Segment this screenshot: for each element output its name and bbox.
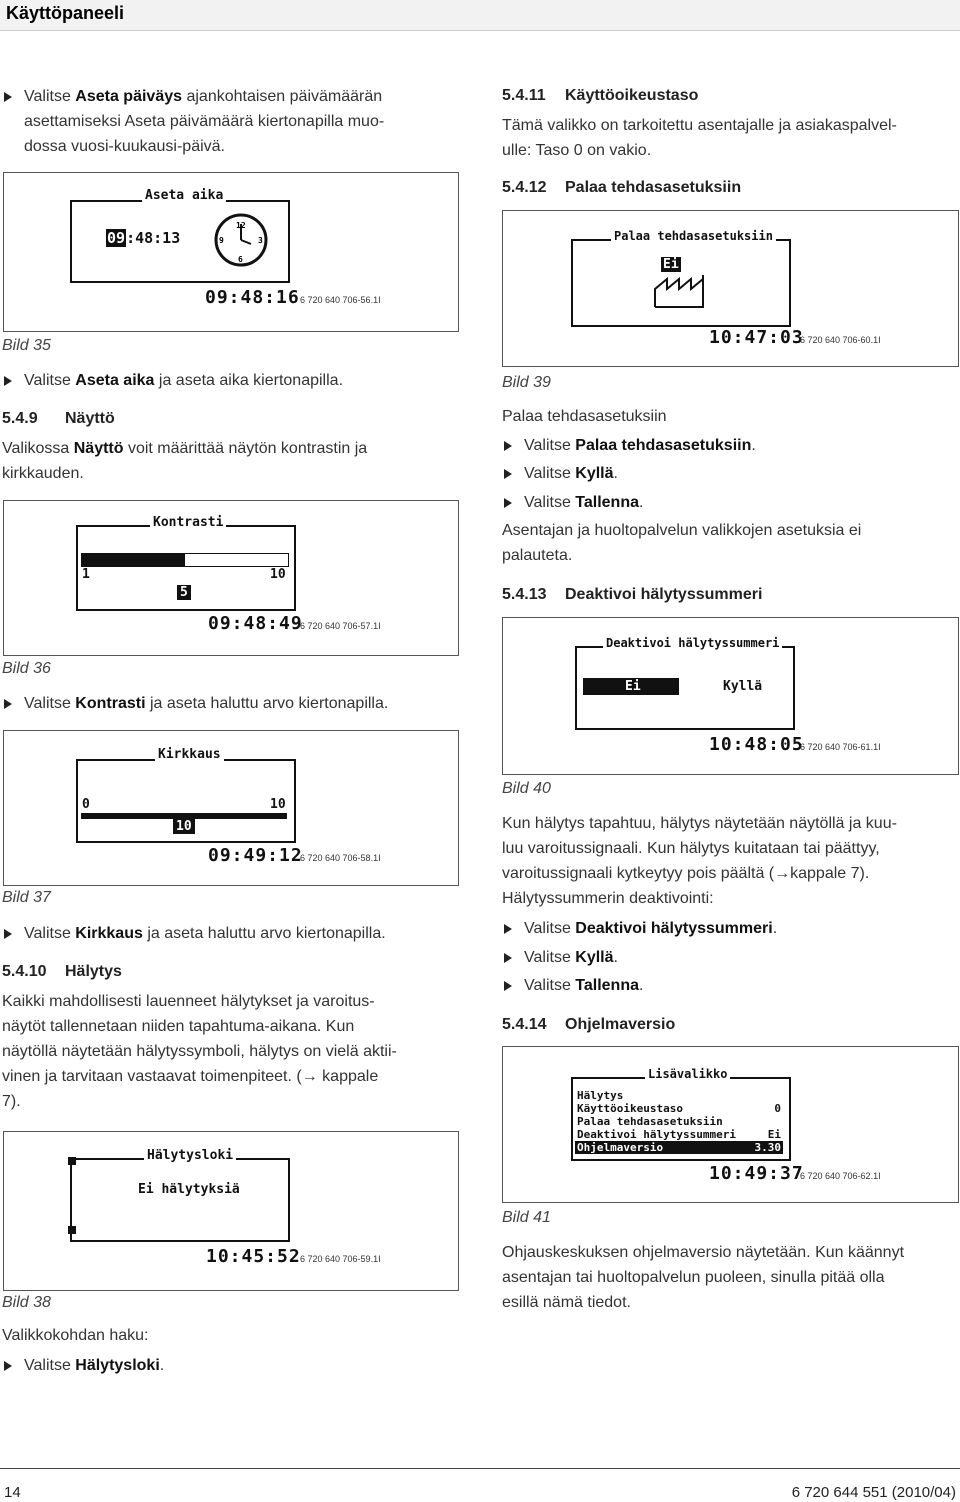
factory-label: Palaa tehdasasetuksiin (502, 408, 667, 425)
screen-title: Hälytysloki (144, 1148, 236, 1163)
screen-title: Deaktivoi hälytyssummeri (603, 636, 782, 650)
figure-code: 6 720 640 706-57.1I (300, 621, 381, 631)
page-header (0, 0, 960, 31)
alarm-log-message: Ei hälytyksiä (138, 1182, 240, 1197)
settings-menu-row[interactable] (575, 1089, 783, 1102)
step-kirkkaus: Valitse Kirkkaus ja aseta haluttu arvo kiertonapilla. (2, 921, 484, 946)
contrast-bar (81, 553, 289, 567)
settings-menu-value: 0 (774, 1102, 781, 1115)
option-ei: Ei (583, 678, 679, 695)
screen-kontrasti (76, 515, 296, 611)
intro-step: Valitse Aseta päiväys ajankohtaisen päivämäärän asettamiseksi Aseta päivämäärä kiertonapilla muo- dossa vuosi-kuukausi-päivä. (2, 84, 484, 159)
document-number: 6 720 644 551 (2010/04) (791, 1484, 956, 1501)
figure-code: 6 720 640 706-62.1I (800, 1171, 881, 1181)
section-heading-5-4-9: 5.4.9 Näyttö (2, 410, 115, 427)
footer-rule (0, 1468, 960, 1469)
screen-title: Kirkkaus (155, 747, 224, 762)
menu-find-label: Valikkokohdan haku: (2, 1327, 149, 1344)
factory-option: Ei (663, 257, 679, 272)
section-heading-5-4-10: 5.4.10 Hälytys (2, 963, 122, 980)
settings-menu-row[interactable] (575, 1128, 783, 1141)
screen-title: Kontrasti (150, 515, 226, 530)
settings-menu-label: Ohjelmaversio (577, 1141, 664, 1154)
corner-marker-icon (68, 1226, 76, 1234)
figure-code: 6 720 640 706-60.1I (800, 335, 881, 345)
figure-41 (502, 1046, 959, 1203)
step-palaa: Valitse Palaa tehdasasetuksiin. (502, 433, 960, 458)
caption-bild-36: Bild 36 (2, 660, 51, 677)
settings-menu-value: Ei (767, 1128, 781, 1141)
status-time: 10:49:37 (709, 1163, 804, 1184)
screen-title: Lisävalikko (645, 1067, 730, 1081)
caption-bild-38: Bild 38 (2, 1294, 51, 1311)
screen-kirkkaus (76, 747, 296, 843)
figure-code: 6 720 640 706-56.1I (300, 295, 381, 305)
figure-38 (3, 1131, 459, 1291)
figure-code: 6 720 640 706-58.1I (300, 853, 381, 863)
figure-39 (502, 210, 959, 367)
step-deaktivoi: Valitse Deaktivoi hälytyssummeri. (502, 916, 960, 941)
paragraph-naytto: Valikossa Näyttö voit määrittää näytön kontrastin ja kirkkauden. (2, 440, 368, 482)
status-time: 10:45:52 (206, 1246, 301, 1267)
figure-40 (502, 617, 959, 775)
caption-bild-41: Bild 41 (502, 1209, 551, 1226)
settings-menu-row[interactable] (575, 1141, 783, 1154)
time-selected: 09 (107, 229, 126, 247)
note-not-restored: Asentajan ja huoltopalvelun valikkojen asetuksia ei palauteta. (502, 522, 862, 564)
figure-35 (3, 172, 459, 332)
step-aseta-aika: Valitse Aseta aika ja aseta aika kiertonapilla. (2, 368, 484, 393)
figure-code: 6 720 640 706-61.1I (800, 742, 881, 752)
section-heading-5-4-13: 5.4.13 Deaktivoi hälytyssummeri (502, 586, 763, 603)
status-time: 09:49:12 (208, 845, 303, 866)
step-kontrasti: Valitse Kontrasti ja aseta haluttu arvo kiertonapilla. (2, 691, 484, 716)
option-kylla: Kyllä (723, 679, 763, 694)
settings-menu (575, 1089, 783, 1154)
step-tallenna-2: Valitse Tallenna. (502, 973, 960, 998)
clock-icon (213, 212, 269, 268)
section-heading-5-4-14: 5.4.14 Ohjelmaversio (502, 1016, 676, 1033)
svg-text:6: 6 (238, 255, 243, 264)
scale-min: 0 (82, 797, 90, 812)
screen-lisavalikko (571, 1067, 791, 1161)
svg-text:12: 12 (236, 221, 246, 230)
step-halytysloki: Valitse Hälytysloki. (2, 1353, 484, 1378)
page-number: 14 (4, 1484, 21, 1501)
page-header-title: Käyttöpaneeli (6, 3, 125, 23)
screen-aseta-aika (70, 188, 290, 283)
screen-halytysloki (70, 1148, 290, 1242)
settings-menu-row[interactable] (575, 1102, 783, 1115)
screen-deaktivoi-halytyssummeri (575, 636, 795, 730)
settings-menu-label: Käyttöoikeustaso (577, 1102, 683, 1115)
caption-bild-35: Bild 35 (2, 337, 51, 354)
svg-text:3: 3 (258, 236, 263, 245)
scale-max: 10 (270, 567, 286, 582)
figure-37 (3, 730, 459, 886)
paragraph-halytyssummeri: Kun hälytys tapahtuu, hälytys näytetään näytöllä ja kuu- luu varoitussignaali. Kun hälytys kuitataan tai päättyy, varoitussignaali kytkeytyy pois päältä (→kappale 7). Hälytyssummerin deaktivointi: (502, 815, 897, 907)
scale-min: 1 (82, 567, 90, 582)
screen-title: Palaa tehdasasetuksiin (611, 229, 776, 243)
section-heading-5-4-11: 5.4.11 Käyttöoikeustaso (502, 87, 699, 104)
step-kylla-2: Valitse Kyllä. (502, 945, 960, 970)
figure-36 (3, 500, 459, 656)
caption-bild-37: Bild 37 (2, 889, 51, 906)
screen-title: Aseta aika (142, 188, 226, 203)
brightness-value: 10 (173, 819, 195, 834)
svg-text:9: 9 (219, 236, 224, 245)
contrast-bar-fill (82, 554, 185, 566)
factory-icon (653, 275, 713, 309)
paragraph-ohjelmaversio: Ohjauskeskuksen ohjelmaversio näytetään. Kun käännyt asentajan tai huoltopalvelun puoleen, sinulla pitää olla esillä nämä tiedot. (502, 1244, 905, 1311)
status-time: 10:48:05 (709, 734, 804, 755)
paragraph-kayttooikeustaso: Tämä valikko on tarkoitettu asentajalle ja asiakaspalvel- ulle: Taso 0 on vakio. (502, 117, 897, 159)
paragraph-halytys: Kaikki mahdollisesti lauenneet hälytykset ja varoitus- näytöt tallennetaan niiden tapahtuma-aikana. Kun näytöllä näytetään hälytyssymboli, hälytys on vielä aktii- vinen ja tarvitaan vastaavat toimenpiteet. (→ kappale 7). (2, 993, 397, 1110)
caption-bild-40: Bild 40 (502, 780, 551, 797)
status-time: 09:48:49 (208, 613, 303, 634)
time-value: 09:48:13 (107, 229, 181, 247)
settings-menu-value: 3.30 (754, 1141, 781, 1154)
step-kylla: Valitse Kyllä. (502, 461, 960, 486)
caption-bild-39: Bild 39 (502, 374, 551, 391)
settings-menu-label: Deaktivoi hälytyssummeri (577, 1128, 736, 1141)
contrast-value: 5 (177, 585, 191, 600)
section-heading-5-4-12: 5.4.12 Palaa tehdasasetuksiin (502, 179, 742, 196)
figure-code: 6 720 640 706-59.1I (300, 1254, 381, 1264)
status-time: 09:48:16 (205, 287, 300, 308)
settings-menu-label: Palaa tehdasasetuksiin (577, 1115, 723, 1128)
settings-menu-label: Hälytys (577, 1089, 624, 1102)
status-time: 10:47:03 (709, 327, 804, 348)
corner-marker-icon (68, 1157, 76, 1165)
step-tallenna: Valitse Tallenna. (502, 490, 960, 515)
screen-palaa-tehdasasetuksiin (571, 229, 791, 327)
settings-menu-row[interactable] (575, 1115, 783, 1128)
scale-max: 10 (270, 797, 286, 812)
